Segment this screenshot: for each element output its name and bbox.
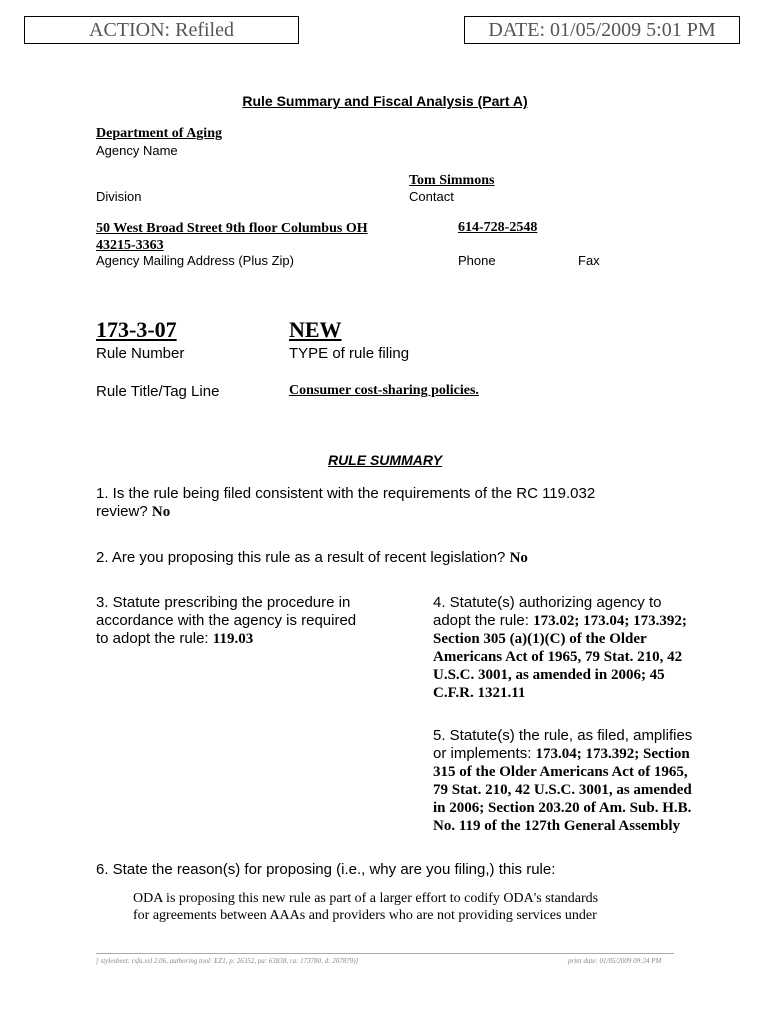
- question-4-text: adopt the rule:: [433, 612, 529, 629]
- question-4-line-2: [433, 612, 743, 630]
- question-6-answer: [133, 890, 733, 924]
- address-line-1: 50 West Broad Street 9th floor Columbus OH: [96, 221, 368, 236]
- phone-value: 614-728-2548: [458, 220, 538, 235]
- address-label: Agency Mailing Address (Plus Zip): [96, 253, 294, 268]
- question-3-answer: 119.03: [212, 631, 254, 647]
- question-5-line-2: [433, 745, 743, 763]
- question-3: [96, 594, 396, 648]
- question-1-answer: No: [151, 504, 171, 520]
- address-line-2: 43215-3363: [96, 238, 164, 253]
- action-box: [24, 16, 299, 44]
- agency-name-value: Department of Aging: [96, 126, 222, 141]
- rule-type-value: NEW: [289, 317, 342, 342]
- agency-name-label: Agency Name: [96, 143, 178, 158]
- question-3-line-2: accordance with the agency is required: [96, 612, 357, 629]
- question-6: 6. State the reason(s) for proposing (i.e., why are you filing,) this rule:: [96, 861, 556, 878]
- division-label: Division: [96, 189, 142, 204]
- question-4-answer-2: Section 305 (a)(1)(C) of the Older: [433, 631, 647, 647]
- question-5: [433, 727, 743, 835]
- question-5-line-1: 5. Statute(s) the rule, as filed, amplifies: [433, 727, 693, 744]
- question-6-answer-line-1: ODA is proposing this new rule as part of a larger effort to codify ODA's standards: [133, 891, 599, 906]
- rule-title-value: Consumer cost-sharing policies.: [289, 383, 479, 398]
- footer-stylesheet-info: [ stylesheet: rsfa.xsl 2.06, authoring tool: EZ1, p: 26352, pa: 63838, ra: 173780, d: 207879)]: [96, 957, 359, 965]
- question-5-answer-3: 79 Stat. 210, 42 U.S.C. 3001, as amended: [433, 782, 692, 798]
- footer-print-date: print date: 01/05/2009 09:24 PM: [568, 957, 662, 965]
- contact-value: Tom Simmons: [409, 173, 495, 188]
- rule-number-label: Rule Number: [96, 345, 185, 362]
- rule-title-label: Rule Title/Tag Line: [96, 383, 220, 400]
- date-box: [464, 16, 740, 44]
- footer-rule: [96, 953, 674, 954]
- question-3-text: to adopt the rule:: [96, 630, 209, 647]
- question-3-line-1: 3. Statute prescribing the procedure in: [96, 594, 351, 611]
- question-5-answer-5: No. 119 of the 127th General Assembly: [433, 818, 681, 834]
- question-4-answer-5: C.F.R. 1321.11: [433, 685, 526, 701]
- question-1: [96, 485, 696, 521]
- question-1-text: review?: [96, 503, 148, 520]
- question-4-line-1: 4. Statute(s) authorizing agency to: [433, 594, 662, 611]
- date-text: DATE: 01/05/2009 5:01 PM: [488, 19, 716, 41]
- question-3-line-3: [96, 630, 396, 648]
- question-1-line-2: [96, 503, 696, 521]
- question-5-answer-1: 173.04; 173.392; Section: [535, 746, 690, 762]
- rule-number-value: 173-3-07: [96, 317, 177, 342]
- question-6-answer-line-2: for agreements between AAAs and providers who are not providing services under: [133, 908, 597, 923]
- question-4-answer-4: U.S.C. 3001, as amended in 2006; 45: [433, 667, 665, 683]
- phone-label: Phone: [458, 253, 496, 268]
- fax-label: Fax: [578, 253, 600, 268]
- question-5-answer-2: 315 of the Older Americans Act of 1965,: [433, 764, 688, 780]
- question-2: [96, 549, 696, 567]
- question-1-line-1: 1. Is the rule being filed consistent with the requirements of the RC 119.032: [96, 485, 596, 502]
- question-2-text: 2. Are you proposing this rule as a result of recent legislation?: [96, 549, 506, 566]
- question-5-text: or implements:: [433, 745, 532, 762]
- question-4-answer-1: 173.02; 173.04; 173.392;: [533, 613, 687, 629]
- question-4-answer-3: Americans Act of 1965, 79 Stat. 210, 42: [433, 649, 683, 665]
- question-5-answer-4: in 2006; Section 203.20 of Am. Sub. H.B.: [433, 800, 692, 816]
- rule-summary-heading: RULE SUMMARY: [327, 452, 443, 468]
- question-2-answer: No: [509, 550, 528, 566]
- address-value: [96, 220, 368, 254]
- contact-label: Contact: [409, 189, 454, 204]
- question-4: [433, 594, 743, 702]
- rule-type-label: TYPE of rule filing: [289, 345, 410, 362]
- page-title: Rule Summary and Fiscal Analysis (Part A): [242, 93, 528, 109]
- action-text: ACTION: Refiled: [89, 19, 234, 41]
